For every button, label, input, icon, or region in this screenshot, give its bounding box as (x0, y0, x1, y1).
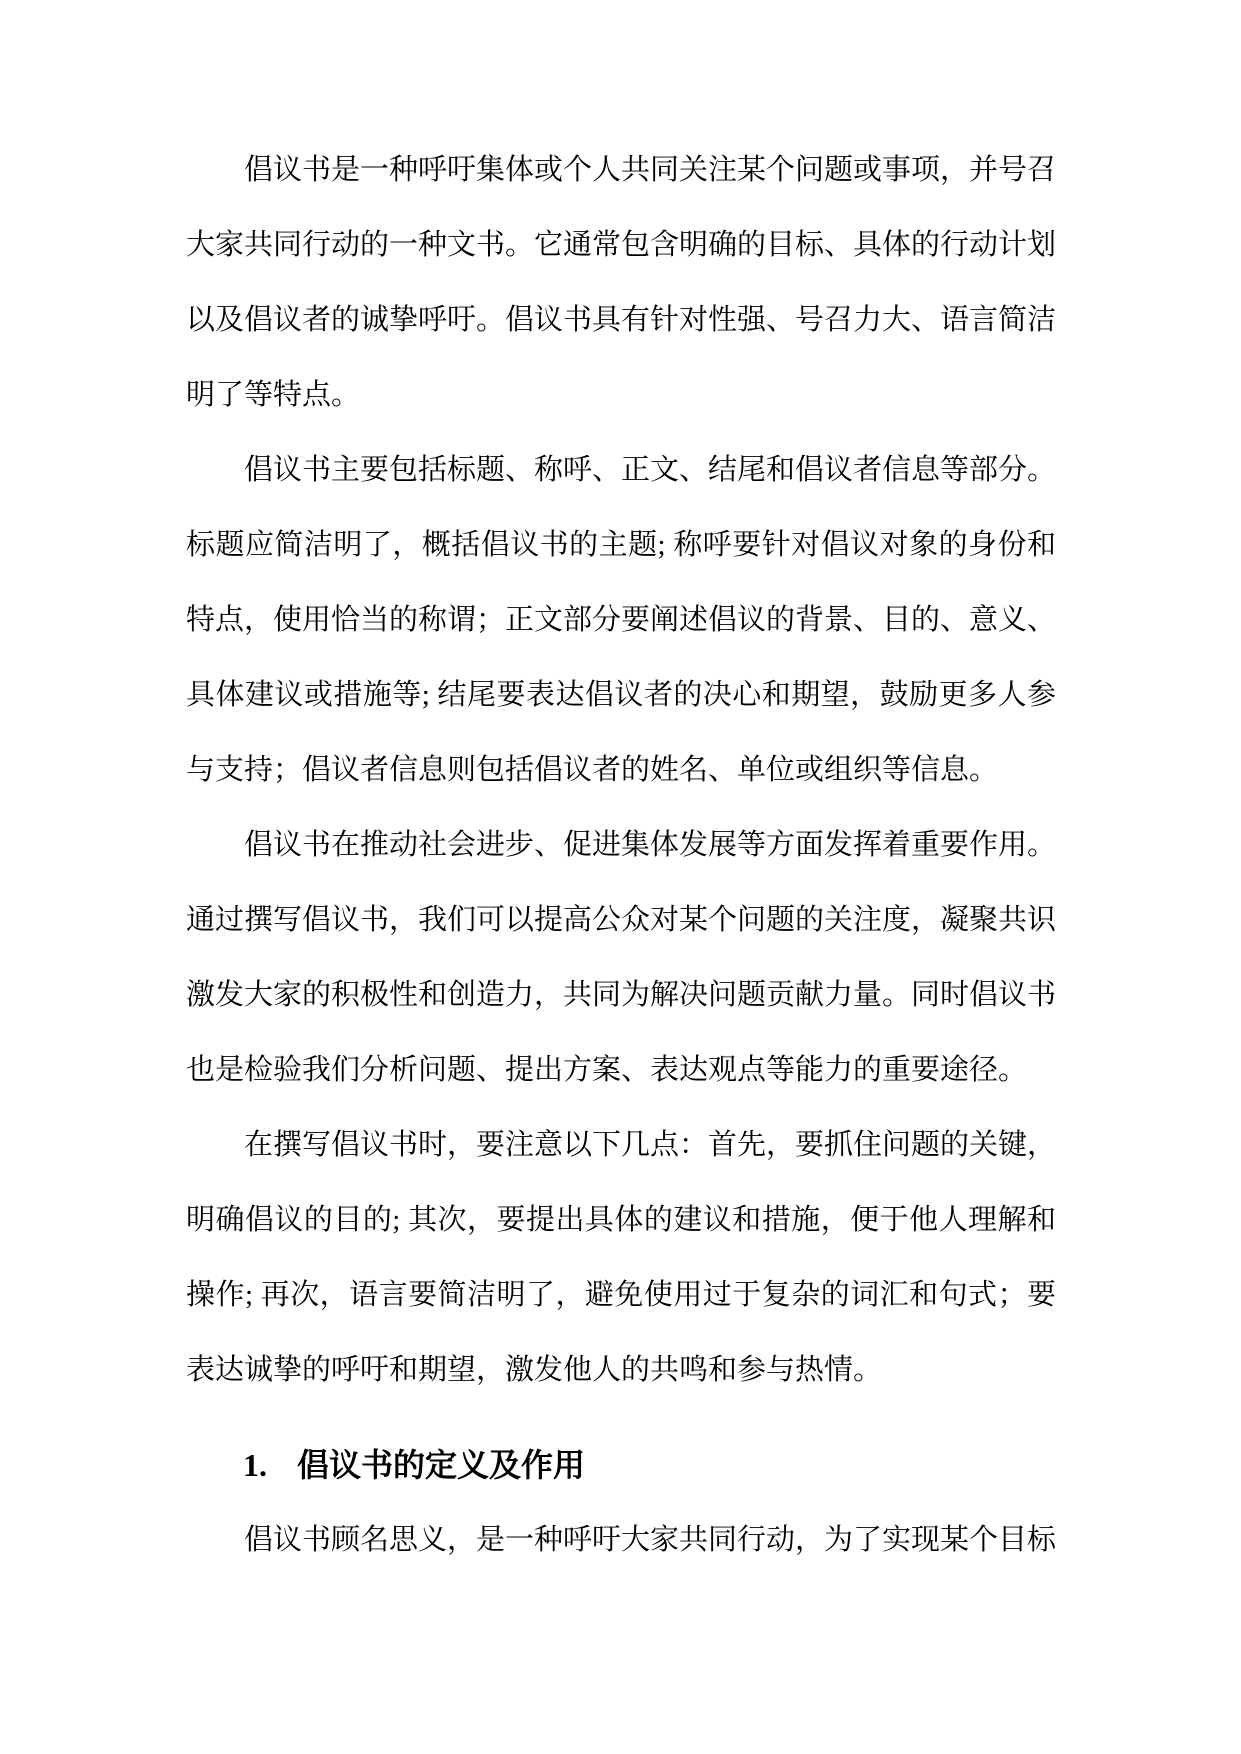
section-heading-number: 1. (243, 1447, 267, 1483)
paragraph-role: 倡议书在推动社会进步、促进集体发展等方面发挥着重要作用。通过撰写倡议书，我们可以提高公众对某个问题的关注度，凝聚共识激发大家的积极性和创造力，共同为解决问题贡献力量。同时倡议书也是检验我们分析问题、提出方案、表达观点等能力的重要途径。 (186, 829, 1057, 1086)
paragraph-structure: 倡议书主要包括标题、称呼、正文、结尾和倡议者信息等部分。标题应简洁明了，概括倡议书的主题; 称呼要针对倡议对象的身份和特点，使用恰当的称谓；正文部分要阐述倡议的背景、目的、意义、具体建议或措施等; 结尾要表达倡议者的决心和期望，鼓励更多人参与支持；倡议者信息则包括倡议者的姓名、单位或组织等信息。 (186, 454, 1057, 786)
paragraph-writing-tips: 在撰写倡议书时，要注意以下几点：首先，要抓住问题的关键，明确倡议的目的; 其次，要提出具体的建议和措施，便于他人理解和操作; 再次，语言要简洁明了，避免使用过于复杂的词汇和句式；要表达诚挚的呼吁和期望，激发他人的共鸣和参与热情。 (186, 1129, 1057, 1386)
paragraph-intro: 倡议书是一种呼吁集体或个人共同关注某个问题或事项，并号召大家共同行动的一种文书。它通常包含明确的目标、具体的行动计划以及倡议者的诚挚呼吁。倡议书具有针对性强、号召力大、语言简洁明了等特点。 (186, 154, 1057, 411)
section-heading-text: 倡议书的定义及作用 (297, 1447, 586, 1483)
section-heading (186, 1428, 1056, 1503)
paragraph-definition: 倡议书顾名思义，是一种呼吁大家共同行动，为了实现某个目标 (244, 1524, 1057, 1556)
